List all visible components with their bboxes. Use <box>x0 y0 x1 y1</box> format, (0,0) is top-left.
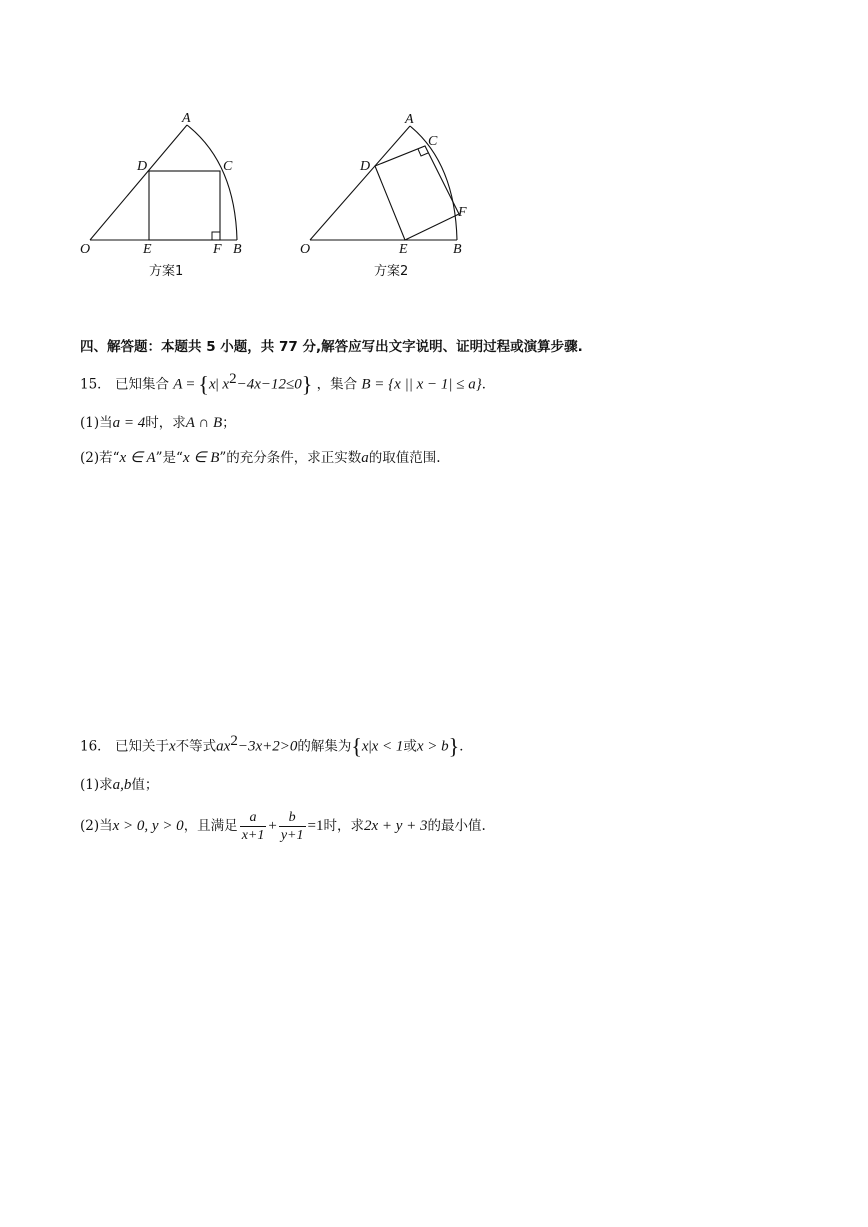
math-var: x <box>361 738 369 755</box>
segment-OA <box>90 125 187 240</box>
math-cond: x <box>222 376 230 393</box>
question-text: 的取值范围. <box>368 450 441 466</box>
question-text: 的解集为 <box>297 738 352 755</box>
question-16-stem: 16． 已知关于x不等式$ax^2-3x+2>0$的解集为{x|x < 1或x > b}． <box>80 733 473 759</box>
figure-caption: 方案1 <box>149 264 184 279</box>
question-text: ”是“ <box>155 450 183 466</box>
label-A: A <box>405 112 414 127</box>
fraction-a <box>240 809 267 844</box>
brace-open: { <box>351 733 362 759</box>
fraction-numerator: b <box>279 809 306 827</box>
question-text: 不等式 <box>175 738 217 755</box>
question-text: 已知关于 <box>114 738 169 755</box>
question-number: 15． <box>80 376 111 393</box>
rectangle-CDEF <box>149 171 220 240</box>
label-F: F <box>458 205 467 220</box>
label-E: E <box>399 242 408 257</box>
brace-open: { <box>198 371 209 397</box>
math-expr: x ∈ A <box>119 450 156 466</box>
segment-OA <box>310 126 410 240</box>
brace-close: } <box>301 371 313 397</box>
punctuation: ． <box>481 376 496 393</box>
fraction-denominator: y+1 <box>280 828 304 843</box>
label-D: D <box>137 159 148 174</box>
math-var: a <box>361 450 369 466</box>
punctuation: ； <box>222 415 236 431</box>
part-label: (1)当 <box>80 415 113 431</box>
brace-close: } <box>448 733 460 759</box>
arc-AB <box>187 125 237 240</box>
part-label: (1)求 <box>80 777 113 793</box>
question-number: 16． <box>80 738 111 755</box>
label-B: B <box>233 242 242 257</box>
fraction-b <box>279 809 306 844</box>
math-expr: x ∈ B <box>182 450 220 466</box>
math-var: x <box>208 376 216 393</box>
question-text: 已知集合 <box>114 376 169 393</box>
fraction-numerator: a <box>240 809 267 827</box>
question-text: 或 <box>403 738 417 755</box>
math-expr: =1 <box>307 818 324 834</box>
math-expr: ax <box>216 738 231 755</box>
section-header: 四、解答题：本题共 5 小题，共 77 分,解答应写出文字说明、证明过程或演算步骤. <box>80 339 583 355</box>
label-O: O <box>300 242 311 257</box>
question-text: 值； <box>131 777 159 793</box>
math-expr: 2x + y + 3 <box>363 818 428 834</box>
math-expr: x > b <box>416 738 449 755</box>
math-expr: x > 0, y > 0 <box>112 818 184 834</box>
math-expr: x < 1 <box>371 738 404 755</box>
label-F: F <box>213 242 222 257</box>
math-expr: −3x+2>0 <box>237 738 298 755</box>
math-cond: −4x−12≤0 <box>236 376 302 393</box>
label-A: A <box>182 111 191 126</box>
label-C: C <box>428 134 438 149</box>
question-text: 的最小值. <box>427 818 486 834</box>
question-15-stem: 15． 已知集合 A = {x| $x^2-4x-12\le 0$} ，集合 B = {x || x − 1| ≤ a}． <box>80 371 496 397</box>
fraction-denominator: x+1 <box>241 828 265 843</box>
question-text: 时，求 <box>323 818 364 834</box>
right-angle-mark <box>212 232 220 240</box>
figure-scheme-2 <box>295 108 485 288</box>
question-text: 时，求 <box>145 415 186 431</box>
question-text: ，集合 <box>316 376 358 393</box>
label-D: D <box>360 159 371 174</box>
question-16-part-2: (2)当x > 0, y > 0，且满足 $\frac{a}{x+1}$ + $\frac{b}{y+1}$ =1时，求2x + y + 3的最小值. <box>80 810 486 843</box>
math-set-a: A <box>173 376 183 393</box>
figure-caption: 方案2 <box>374 264 409 279</box>
question-text: ”的充分条件，求正实数 <box>219 450 362 466</box>
label-C: C <box>223 159 233 174</box>
part-label: (2)当 <box>80 818 113 834</box>
question-15-part-1 <box>80 413 236 433</box>
rectangle-CDEF <box>375 146 459 240</box>
math-var: x <box>168 738 176 755</box>
label-O: O <box>80 242 91 257</box>
math-expr: a = 4 <box>112 415 146 431</box>
punctuation: ． <box>459 738 473 755</box>
math-expr: a,b <box>112 777 132 793</box>
math-set-b: B = {x || x − 1| ≤ a} <box>361 376 482 393</box>
label-B: B <box>453 242 462 257</box>
part-label: (2)若“ <box>80 450 120 466</box>
math-expr: A ∩ B <box>185 415 223 431</box>
question-16-part-1 <box>80 775 158 795</box>
figure-scheme-1-svg <box>70 108 260 288</box>
question-text: ，且满足 <box>183 818 238 834</box>
question-15-part-2 <box>80 448 441 468</box>
figure-scheme-1 <box>70 108 260 288</box>
label-E: E <box>143 242 152 257</box>
figure-scheme-2-svg <box>295 108 485 288</box>
